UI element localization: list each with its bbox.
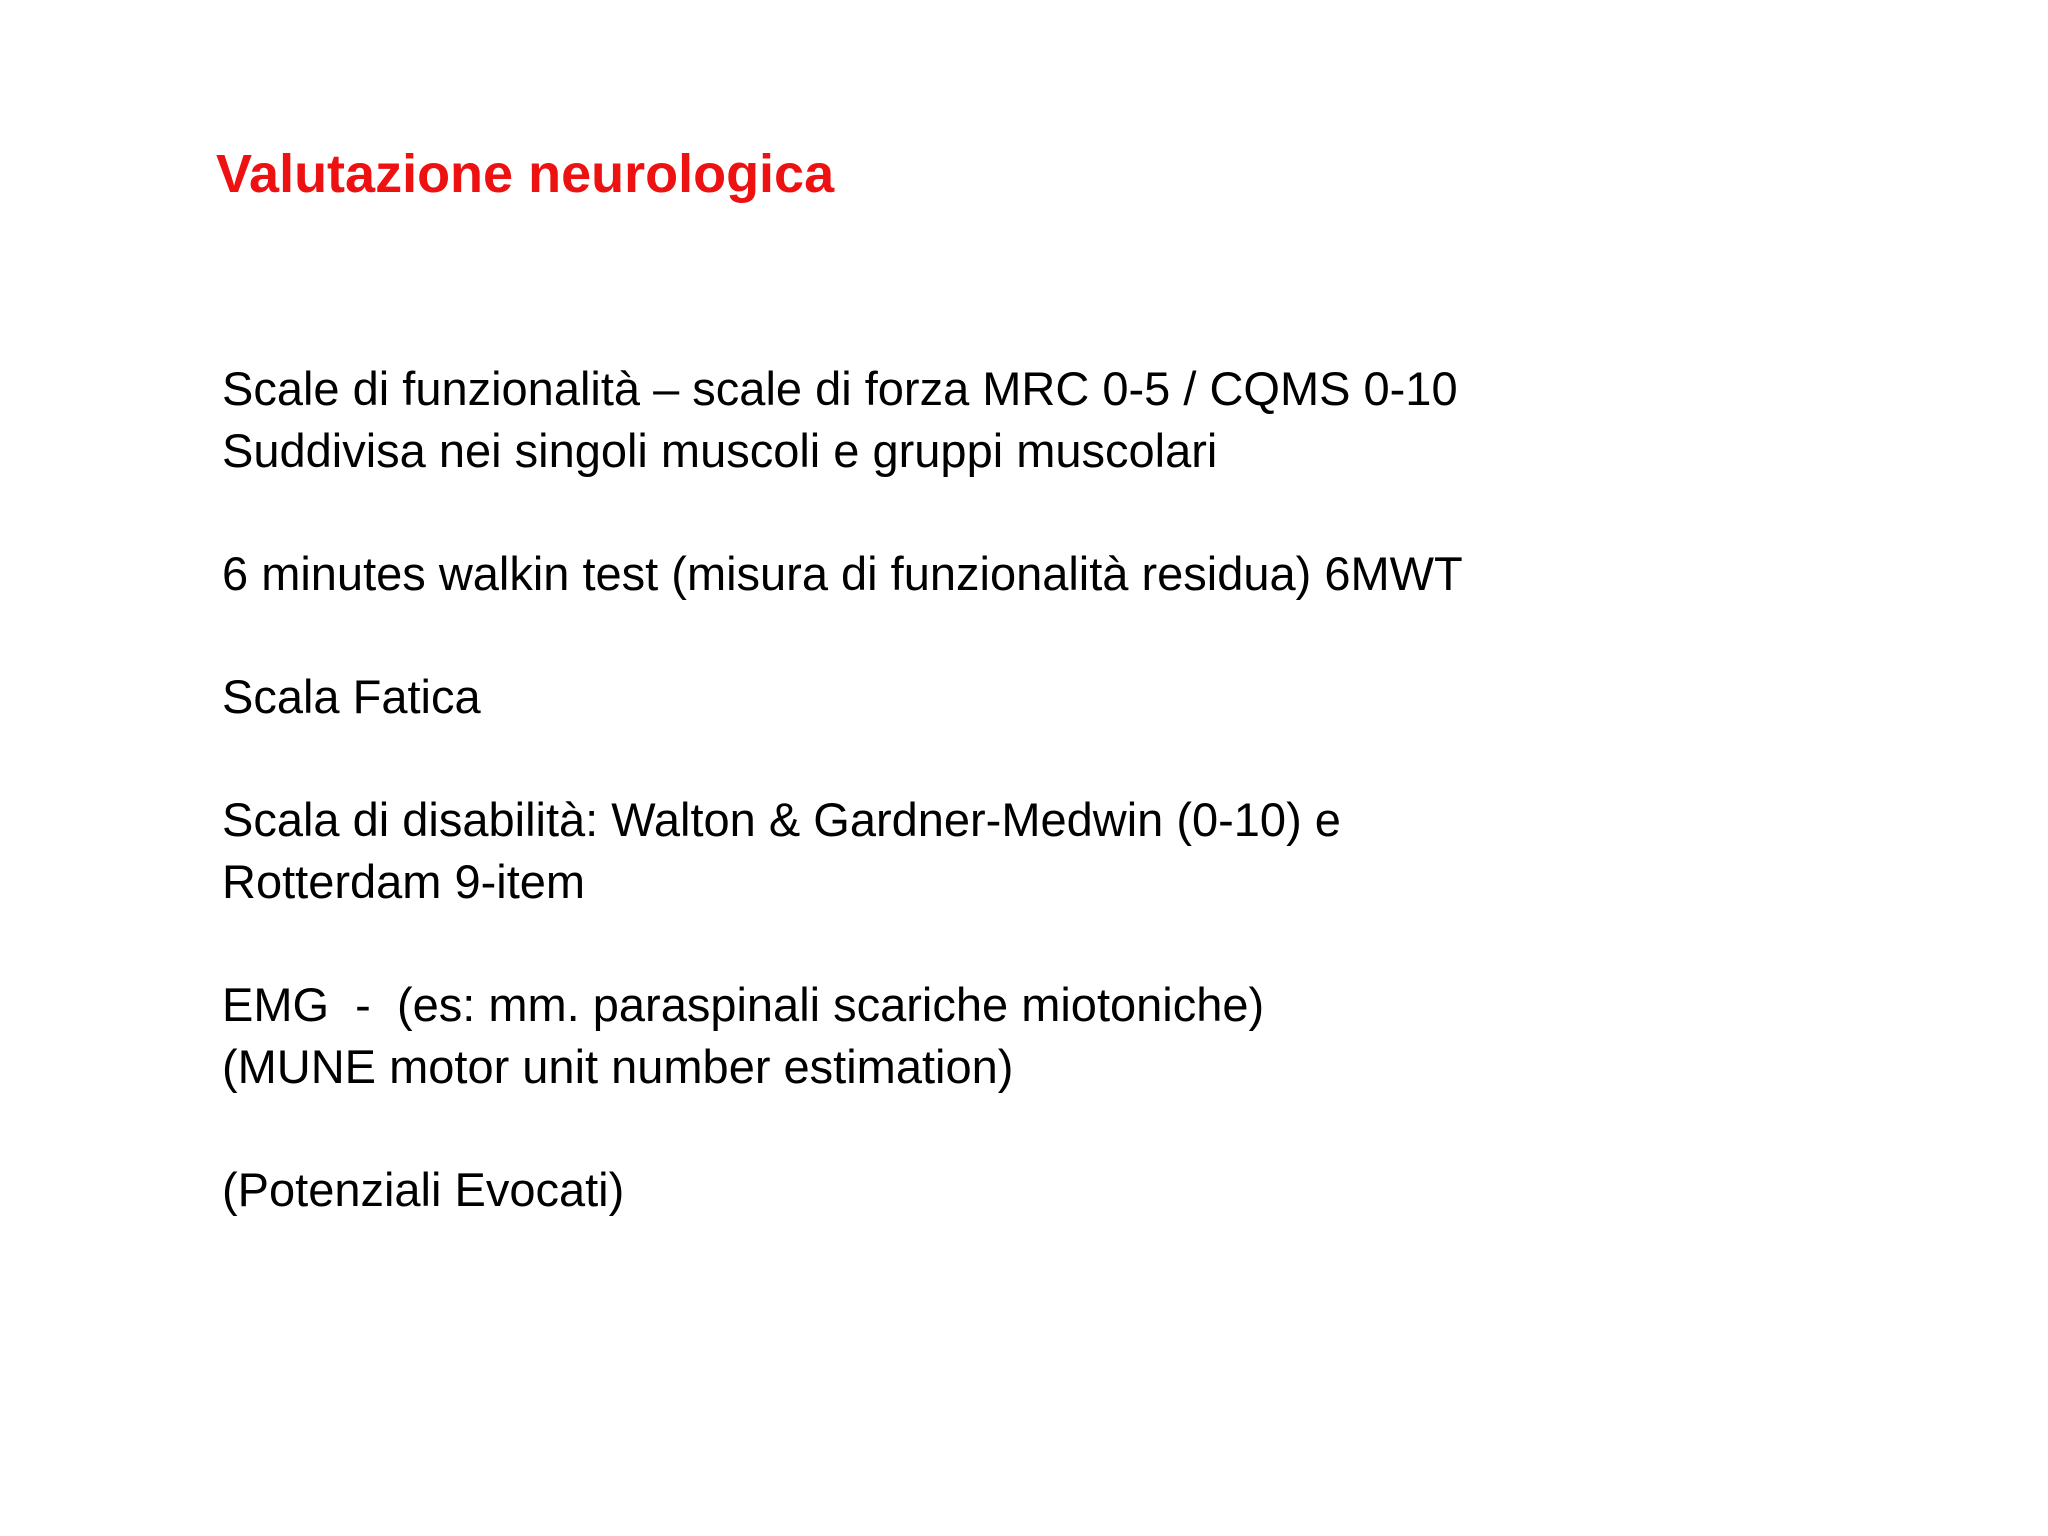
text-line: Scale di funzionalità – scale di forza MRC 0-5 / CQMS 0-10 [222, 362, 1458, 415]
slide-body [222, 358, 1463, 1282]
text-block-strength-scales [222, 358, 1463, 482]
text-line: (Potenziali Evocati) [222, 1163, 625, 1216]
text-line: Suddivisa nei singoli muscoli e gruppi muscolari [222, 424, 1218, 477]
text-block-6mwt [222, 543, 1463, 605]
text-line: Rotterdam 9-item [222, 855, 586, 908]
slide-title: Valutazione neurologica [216, 144, 835, 204]
text-line: Scala Fatica [222, 670, 481, 723]
text-block-emg [222, 974, 1463, 1098]
text-line: (MUNE motor unit number estimation) [222, 1040, 1014, 1093]
text-block-disability-scales [222, 789, 1463, 913]
text-line: 6 minutes walkin test (misura di funzionalità residua) 6MWT [222, 547, 1463, 600]
text-block-fatigue-scale [222, 666, 1463, 728]
text-line: Scala di disabilità: Walton & Gardner-Medwin (0-10) e [222, 793, 1341, 846]
text-block-evoked-potentials [222, 1159, 1463, 1221]
text-line: EMG - (es: mm. paraspinali scariche miotoniche) [222, 978, 1265, 1031]
